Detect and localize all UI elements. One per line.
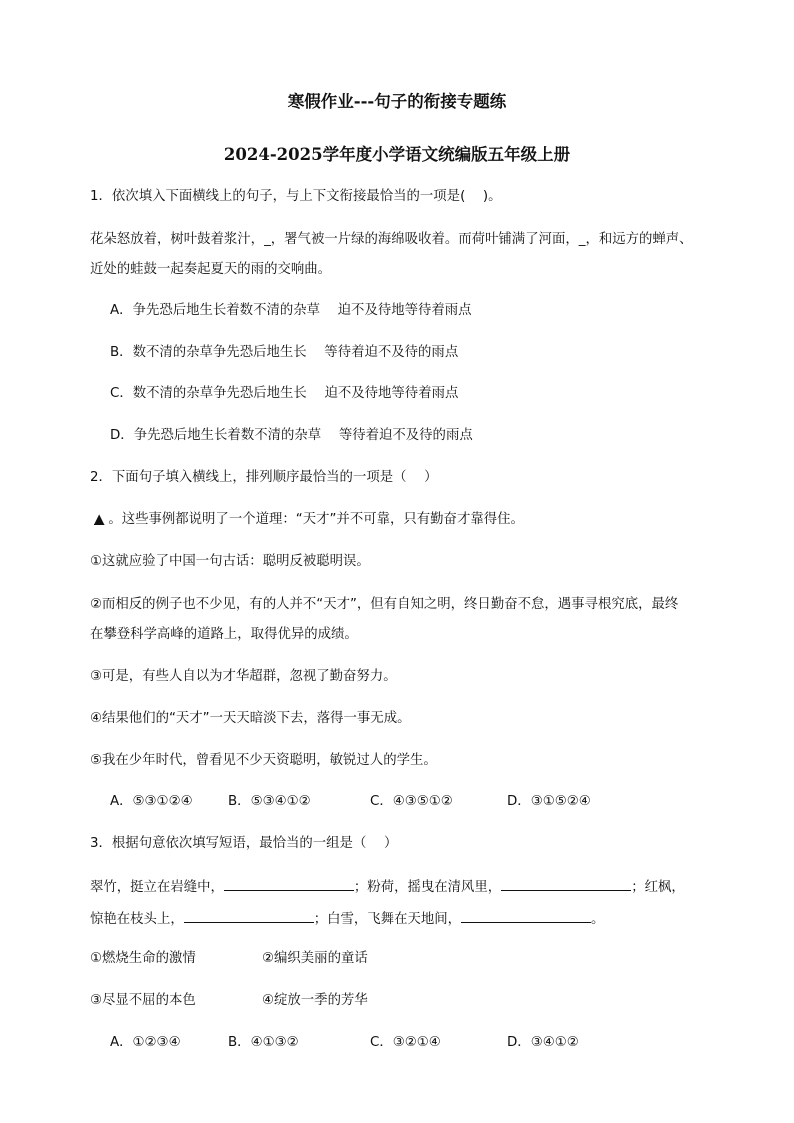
- q3-stem: 3．根据句意依次填写短语，最恰当的一组是（ ）: [90, 836, 398, 851]
- q3-blank-1: [224, 878, 354, 891]
- q3-option-b: B．④①③②: [228, 1035, 299, 1050]
- q1-passage-line1: 花朵怒放着，树叶鼓着浆汁，_，署气被一片绿的海绵吸收着。而荷叶铺满了河面，_，和远方的蝉声、: [90, 232, 693, 247]
- q2-option-c: C．④③⑤①②: [370, 794, 453, 809]
- q2-intro-text: 。这些事例都说明了一个道理：“天才”并不可靠，只有勤奋才靠得住。: [108, 512, 524, 527]
- q2-intro: [90, 512, 524, 528]
- q2-sentence-2-line2: 在攀登科学高峰的道路上，取得优异的成绩。: [90, 627, 358, 642]
- q3-phrase-1: ①燃烧生命的激情: [90, 951, 196, 966]
- q3-line2: [90, 910, 604, 928]
- q3-line1-part-b: ；粉荷，摇曳在清风里，: [353, 880, 502, 895]
- q2-sentence-5: ⑤我在少年时代，曾看见不少天资聪明，敏锐过人的学生。: [90, 753, 437, 768]
- q2-sentence-2-line1: ②而相反的例子也不少见，有的人并不“天才”，但有自知之明，终日勤奋不怠，遇事寻根究底，最终: [90, 597, 679, 612]
- document-subtitle: 2024-2025学年度小学语文统编版五年级上册: [223, 145, 571, 164]
- q1-stem: 1．依次填入下面横线上的句子，与上下文衔接最恰当的一项是( )。: [90, 189, 502, 204]
- q3-line2-part-b: ；白雪，飞舞在天地间，: [313, 912, 462, 927]
- q3-phrase-3: ③尽显不屈的本色: [90, 993, 196, 1008]
- q3-blank-4: [461, 910, 591, 923]
- q3-option-c: C．③②①④: [370, 1035, 441, 1050]
- q3-option-a: A．①②③④: [110, 1035, 181, 1050]
- q3-line1-part-c: ；红枫，: [631, 880, 685, 895]
- q3-line2-part-c: 。: [591, 912, 605, 927]
- q3-option-d: D．③④①②: [507, 1035, 579, 1050]
- q2-sentence-1: ①这就应验了中国一句古话：聪明反被聪明误。: [90, 554, 370, 569]
- q1-option-a: A．争先恐后地生长着数不清的杂草 迫不及待地等待着雨点: [110, 303, 472, 318]
- q2-sentence-4: ④结果他们的“天才”一天天暗淡下去，落得一事无成。: [90, 711, 411, 726]
- q3-phrase-2: ②编织美丽的童话: [262, 951, 368, 966]
- q2-option-d: D．③①⑤②④: [507, 794, 591, 809]
- q3-phrase-4: ④绽放一季的芳华: [262, 993, 368, 1008]
- q2-blank-mark: ▲: [94, 512, 105, 527]
- q1-passage-line2: 近处的蛙鼓一起奏起夏天的雨的交响曲。: [90, 262, 332, 277]
- q3-line1-part-a: 翠竹，挺立在岩缝中，: [90, 880, 224, 895]
- document-title: 寒假作业---句子的衔接专题练: [287, 92, 507, 111]
- q3-line2-part-a: 惊艳在枝头上，: [90, 912, 184, 927]
- q2-option-b: B．⑤③④①②: [228, 794, 311, 809]
- q3-line1: [90, 878, 685, 896]
- q2-option-a: A．⑤③①②④: [110, 794, 193, 809]
- q3-blank-2: [501, 878, 631, 891]
- q1-option-b: B．数不清的杂草争先恐后地生长 等待着迫不及待的雨点: [110, 345, 459, 360]
- q3-blank-3: [184, 910, 314, 923]
- q2-sentence-3: ③可是，有些人自以为才华超群，忽视了勤奋努力。: [90, 669, 397, 684]
- q1-option-d: D．争先恐后地生长着数不清的杂草 等待着迫不及待的雨点: [110, 428, 473, 443]
- q2-stem: 2．下面句子填入横线上，排列顺序最恰当的一项是（ ）: [90, 470, 438, 485]
- q1-option-c: C．数不清的杂草争先恐后地生长 迫不及待地等待着雨点: [110, 386, 459, 401]
